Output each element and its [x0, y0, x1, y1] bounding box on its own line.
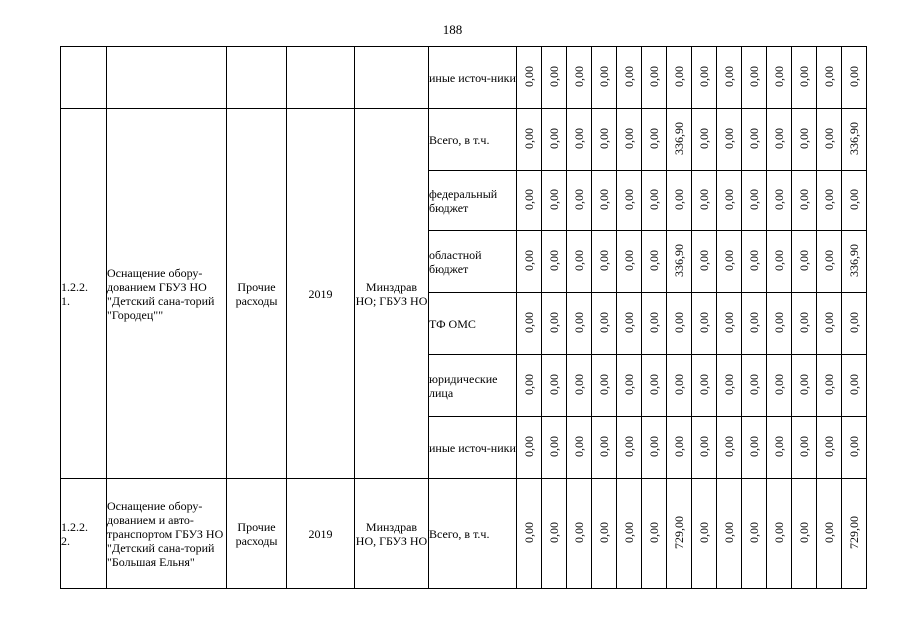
amount-cell — [592, 171, 617, 231]
amount-cell — [792, 479, 817, 589]
amount-value: 0,00 — [697, 311, 711, 333]
amount-value: 0,00 — [572, 435, 586, 457]
amount-cell — [717, 355, 742, 417]
amount-cell — [542, 171, 567, 231]
amount-cell — [717, 231, 742, 293]
amount-value: 0,00 — [822, 249, 836, 271]
amount-value: 0,00 — [697, 188, 711, 210]
amount-cell — [592, 417, 617, 479]
amount-cell — [517, 293, 542, 355]
table-row — [61, 109, 867, 171]
amount-cell — [667, 417, 692, 479]
amount-cell — [817, 479, 842, 589]
amount-value: 0,00 — [847, 65, 861, 87]
amount-value: 0,00 — [722, 249, 736, 271]
amount-value: 0,00 — [547, 249, 561, 271]
amount-cell — [542, 355, 567, 417]
funding-source: Всего, в т.ч. — [429, 479, 517, 589]
amount-value: 0,00 — [547, 127, 561, 149]
amount-value: 0,00 — [647, 311, 661, 333]
amount-value: 0,00 — [697, 127, 711, 149]
amount-value: 0,00 — [772, 188, 786, 210]
table-row — [61, 479, 867, 589]
amount-cell — [517, 417, 542, 479]
amount-cell — [592, 355, 617, 417]
amount-cell — [742, 417, 767, 479]
amount-value: 0,00 — [672, 373, 686, 395]
amount-value: 0,00 — [522, 127, 536, 149]
amount-cell — [567, 47, 592, 109]
amount-cell — [767, 171, 792, 231]
amount-value: 729,00 — [847, 515, 861, 549]
amount-value: 0,00 — [572, 127, 586, 149]
amount-value: 0,00 — [822, 373, 836, 395]
amount-value: 0,00 — [747, 65, 761, 87]
amount-cell — [642, 417, 667, 479]
amount-value: 0,00 — [747, 127, 761, 149]
amount-value: 336,90 — [672, 121, 686, 155]
amount-cell — [742, 293, 767, 355]
amount-cell — [542, 479, 567, 589]
amount-cell — [692, 293, 717, 355]
amount-value: 0,00 — [722, 435, 736, 457]
amount-value: 0,00 — [822, 127, 836, 149]
amount-cell — [517, 479, 542, 589]
amount-value: 0,00 — [597, 521, 611, 543]
amount-value: 0,00 — [772, 249, 786, 271]
amount-cell — [742, 109, 767, 171]
amount-cell — [567, 293, 592, 355]
amount-value: 0,00 — [847, 311, 861, 333]
amount-value: 0,00 — [747, 435, 761, 457]
amount-cell — [592, 231, 617, 293]
amount-value: 0,00 — [647, 521, 661, 543]
amount-value: 0,00 — [747, 188, 761, 210]
amount-value: 336,90 — [847, 243, 861, 277]
amount-value: 0,00 — [797, 188, 811, 210]
amount-cell — [517, 109, 542, 171]
amount-value: 0,00 — [522, 65, 536, 87]
amount-cell — [667, 479, 692, 589]
amount-value: 0,00 — [572, 311, 586, 333]
amount-cell — [642, 231, 667, 293]
amount-cell — [842, 293, 867, 355]
amount-cell — [692, 355, 717, 417]
amount-cell — [817, 293, 842, 355]
amount-value: 0,00 — [672, 188, 686, 210]
funding-source: иные источ-ники — [429, 417, 517, 479]
amount-value: 0,00 — [622, 188, 636, 210]
amount-value: 729,00 — [672, 515, 686, 549]
amount-value: 0,00 — [597, 188, 611, 210]
amount-cell — [567, 417, 592, 479]
amount-cell — [692, 231, 717, 293]
amount-cell — [542, 293, 567, 355]
amount-value: 0,00 — [797, 311, 811, 333]
amount-value: 0,00 — [747, 521, 761, 543]
amount-cell — [667, 293, 692, 355]
amount-value: 0,00 — [847, 373, 861, 395]
amount-cell — [842, 171, 867, 231]
amount-value: 0,00 — [622, 65, 636, 87]
amount-value: 0,00 — [547, 373, 561, 395]
amount-value: 0,00 — [622, 435, 636, 457]
amount-cell — [642, 109, 667, 171]
amount-cell — [717, 417, 742, 479]
amount-cell — [717, 109, 742, 171]
amount-cell — [767, 109, 792, 171]
amount-cell — [542, 417, 567, 479]
year: 2019 — [287, 109, 355, 479]
amount-cell — [767, 479, 792, 589]
amount-value: 0,00 — [747, 373, 761, 395]
amount-cell — [742, 171, 767, 231]
amount-cell — [717, 293, 742, 355]
amount-cell — [517, 171, 542, 231]
amount-cell — [567, 479, 592, 589]
amount-cell — [742, 355, 767, 417]
amount-cell — [742, 231, 767, 293]
amount-value: 0,00 — [622, 311, 636, 333]
amount-value: 0,00 — [722, 188, 736, 210]
amount-value: 0,00 — [697, 65, 711, 87]
amount-value: 0,00 — [547, 521, 561, 543]
amount-value: 0,00 — [547, 311, 561, 333]
amount-cell — [817, 47, 842, 109]
amount-value: 0,00 — [672, 65, 686, 87]
amount-value: 0,00 — [697, 373, 711, 395]
amount-value: 0,00 — [797, 373, 811, 395]
amount-value: 0,00 — [572, 65, 586, 87]
amount-value: 0,00 — [522, 249, 536, 271]
amount-cell — [767, 231, 792, 293]
amount-cell — [542, 231, 567, 293]
amount-value: 0,00 — [697, 435, 711, 457]
amount-cell — [717, 47, 742, 109]
amount-cell — [792, 293, 817, 355]
amount-cell — [517, 47, 542, 109]
amount-value: 0,00 — [822, 65, 836, 87]
code-cell — [61, 47, 107, 109]
amount-value: 0,00 — [822, 521, 836, 543]
amount-value: 0,00 — [772, 521, 786, 543]
item-name: Оснащение обору-дованием ГБУЗ НО "Детский сана-торий "Городец"" — [107, 109, 227, 479]
amount-cell — [767, 47, 792, 109]
amount-cell — [517, 231, 542, 293]
amount-cell — [617, 355, 642, 417]
amount-cell — [667, 171, 692, 231]
funding-source: юридические лица — [429, 355, 517, 417]
amount-value: 0,00 — [622, 127, 636, 149]
amount-value: 0,00 — [522, 311, 536, 333]
amount-value: 0,00 — [622, 521, 636, 543]
amount-value: 0,00 — [622, 373, 636, 395]
amount-value: 0,00 — [572, 521, 586, 543]
funding-source: федеральный бюджет — [429, 171, 517, 231]
amount-value: 0,00 — [722, 521, 736, 543]
amount-value: 0,00 — [522, 188, 536, 210]
amount-cell — [817, 171, 842, 231]
amount-value: 336,90 — [847, 121, 861, 155]
amount-cell — [592, 479, 617, 589]
amount-cell — [567, 231, 592, 293]
amount-value: 0,00 — [772, 435, 786, 457]
amount-value: 0,00 — [722, 127, 736, 149]
amount-value: 0,00 — [822, 188, 836, 210]
amount-value: 0,00 — [547, 65, 561, 87]
amount-cell — [692, 417, 717, 479]
amount-cell — [767, 417, 792, 479]
amount-value: 0,00 — [572, 249, 586, 271]
amount-value: 336,90 — [672, 243, 686, 277]
amount-cell — [592, 293, 617, 355]
amount-cell — [792, 417, 817, 479]
amount-cell — [642, 355, 667, 417]
funding-source: областной бюджет — [429, 231, 517, 293]
amount-cell — [617, 293, 642, 355]
amount-cell — [842, 355, 867, 417]
amount-value: 0,00 — [697, 249, 711, 271]
amount-cell — [717, 171, 742, 231]
amount-value: 0,00 — [597, 311, 611, 333]
amount-value: 0,00 — [697, 521, 711, 543]
amount-value: 0,00 — [772, 65, 786, 87]
amount-value: 0,00 — [572, 373, 586, 395]
amount-cell — [767, 355, 792, 417]
item-name: Оснащение обору-дованием и авто-транспортом ГБУЗ НО "Детский сана-торий "Большая Ельня" — [107, 479, 227, 589]
amount-cell — [692, 47, 717, 109]
amount-cell — [592, 47, 617, 109]
amount-cell — [567, 355, 592, 417]
amount-value: 0,00 — [647, 373, 661, 395]
funding-source: иные источ-ники — [429, 47, 517, 109]
amount-value: 0,00 — [522, 521, 536, 543]
amount-cell — [542, 47, 567, 109]
executor: Минздрав НО; ГБУЗ НО — [355, 109, 429, 479]
amount-cell — [792, 171, 817, 231]
amount-value: 0,00 — [672, 311, 686, 333]
name-cell — [107, 47, 227, 109]
amount-value: 0,00 — [547, 188, 561, 210]
amount-cell — [742, 47, 767, 109]
amount-value: 0,00 — [522, 373, 536, 395]
amount-value: 0,00 — [847, 188, 861, 210]
amount-cell — [642, 47, 667, 109]
amount-cell — [592, 109, 617, 171]
amount-cell — [817, 109, 842, 171]
amount-value: 0,00 — [647, 435, 661, 457]
amount-cell — [792, 231, 817, 293]
amount-cell — [692, 171, 717, 231]
amount-cell — [667, 109, 692, 171]
amount-cell — [617, 417, 642, 479]
amount-cell — [817, 417, 842, 479]
expense-type: Прочие расходы — [227, 109, 287, 479]
amount-value: 0,00 — [647, 249, 661, 271]
amount-value: 0,00 — [797, 127, 811, 149]
amount-cell — [642, 479, 667, 589]
amount-cell — [842, 109, 867, 171]
amount-cell — [567, 171, 592, 231]
amount-value: 0,00 — [622, 249, 636, 271]
amount-value: 0,00 — [572, 188, 586, 210]
amount-cell — [767, 293, 792, 355]
expense-type-cell — [227, 47, 287, 109]
funding-source: ТФ ОМС — [429, 293, 517, 355]
amount-value: 0,00 — [672, 435, 686, 457]
amount-value: 0,00 — [647, 65, 661, 87]
year: 2019 — [287, 479, 355, 589]
amount-value: 0,00 — [747, 311, 761, 333]
amount-cell — [817, 355, 842, 417]
amount-cell — [567, 109, 592, 171]
amount-cell — [692, 479, 717, 589]
amount-cell — [667, 231, 692, 293]
item-code: 1.2.2. 2. — [61, 479, 107, 589]
expense-type: Прочие расходы — [227, 479, 287, 589]
amount-value: 0,00 — [597, 65, 611, 87]
amount-value: 0,00 — [822, 311, 836, 333]
amount-value: 0,00 — [647, 188, 661, 210]
amount-cell — [617, 479, 642, 589]
amount-cell — [842, 231, 867, 293]
amount-cell — [792, 47, 817, 109]
amount-value: 0,00 — [772, 127, 786, 149]
amount-cell — [617, 231, 642, 293]
amount-value: 0,00 — [797, 65, 811, 87]
amount-value: 0,00 — [797, 435, 811, 457]
amount-value: 0,00 — [797, 521, 811, 543]
budget-table — [60, 46, 867, 589]
amount-value: 0,00 — [597, 435, 611, 457]
amount-value: 0,00 — [547, 435, 561, 457]
amount-cell — [667, 47, 692, 109]
amount-cell — [517, 355, 542, 417]
amount-value: 0,00 — [597, 127, 611, 149]
amount-cell — [667, 355, 692, 417]
amount-cell — [817, 231, 842, 293]
year-cell — [287, 47, 355, 109]
amount-value: 0,00 — [772, 311, 786, 333]
amount-value: 0,00 — [822, 435, 836, 457]
amount-value: 0,00 — [797, 249, 811, 271]
amount-cell — [792, 355, 817, 417]
amount-value: 0,00 — [597, 373, 611, 395]
amount-value: 0,00 — [772, 373, 786, 395]
page-number: 188 — [442, 22, 463, 37]
amount-cell — [792, 109, 817, 171]
funding-source: Всего, в т.ч. — [429, 109, 517, 171]
amount-value: 0,00 — [722, 311, 736, 333]
amount-cell — [842, 417, 867, 479]
amount-value: 0,00 — [647, 127, 661, 149]
executor-cell — [355, 47, 429, 109]
amount-value: 0,00 — [522, 435, 536, 457]
amount-value: 0,00 — [722, 65, 736, 87]
amount-cell — [642, 293, 667, 355]
amount-cell — [717, 479, 742, 589]
amount-cell — [542, 109, 567, 171]
amount-cell — [617, 47, 642, 109]
amount-cell — [692, 109, 717, 171]
amount-value: 0,00 — [597, 249, 611, 271]
amount-cell — [642, 171, 667, 231]
amount-cell — [617, 171, 642, 231]
amount-cell — [617, 109, 642, 171]
item-code: 1.2.2. 1. — [61, 109, 107, 479]
amount-value: 0,00 — [722, 373, 736, 395]
amount-cell — [842, 479, 867, 589]
table-row — [61, 47, 867, 109]
amount-value: 0,00 — [847, 435, 861, 457]
executor: Минздрав НО, ГБУЗ НО — [355, 479, 429, 589]
amount-value: 0,00 — [747, 249, 761, 271]
amount-cell — [842, 47, 867, 109]
amount-cell — [742, 479, 767, 589]
